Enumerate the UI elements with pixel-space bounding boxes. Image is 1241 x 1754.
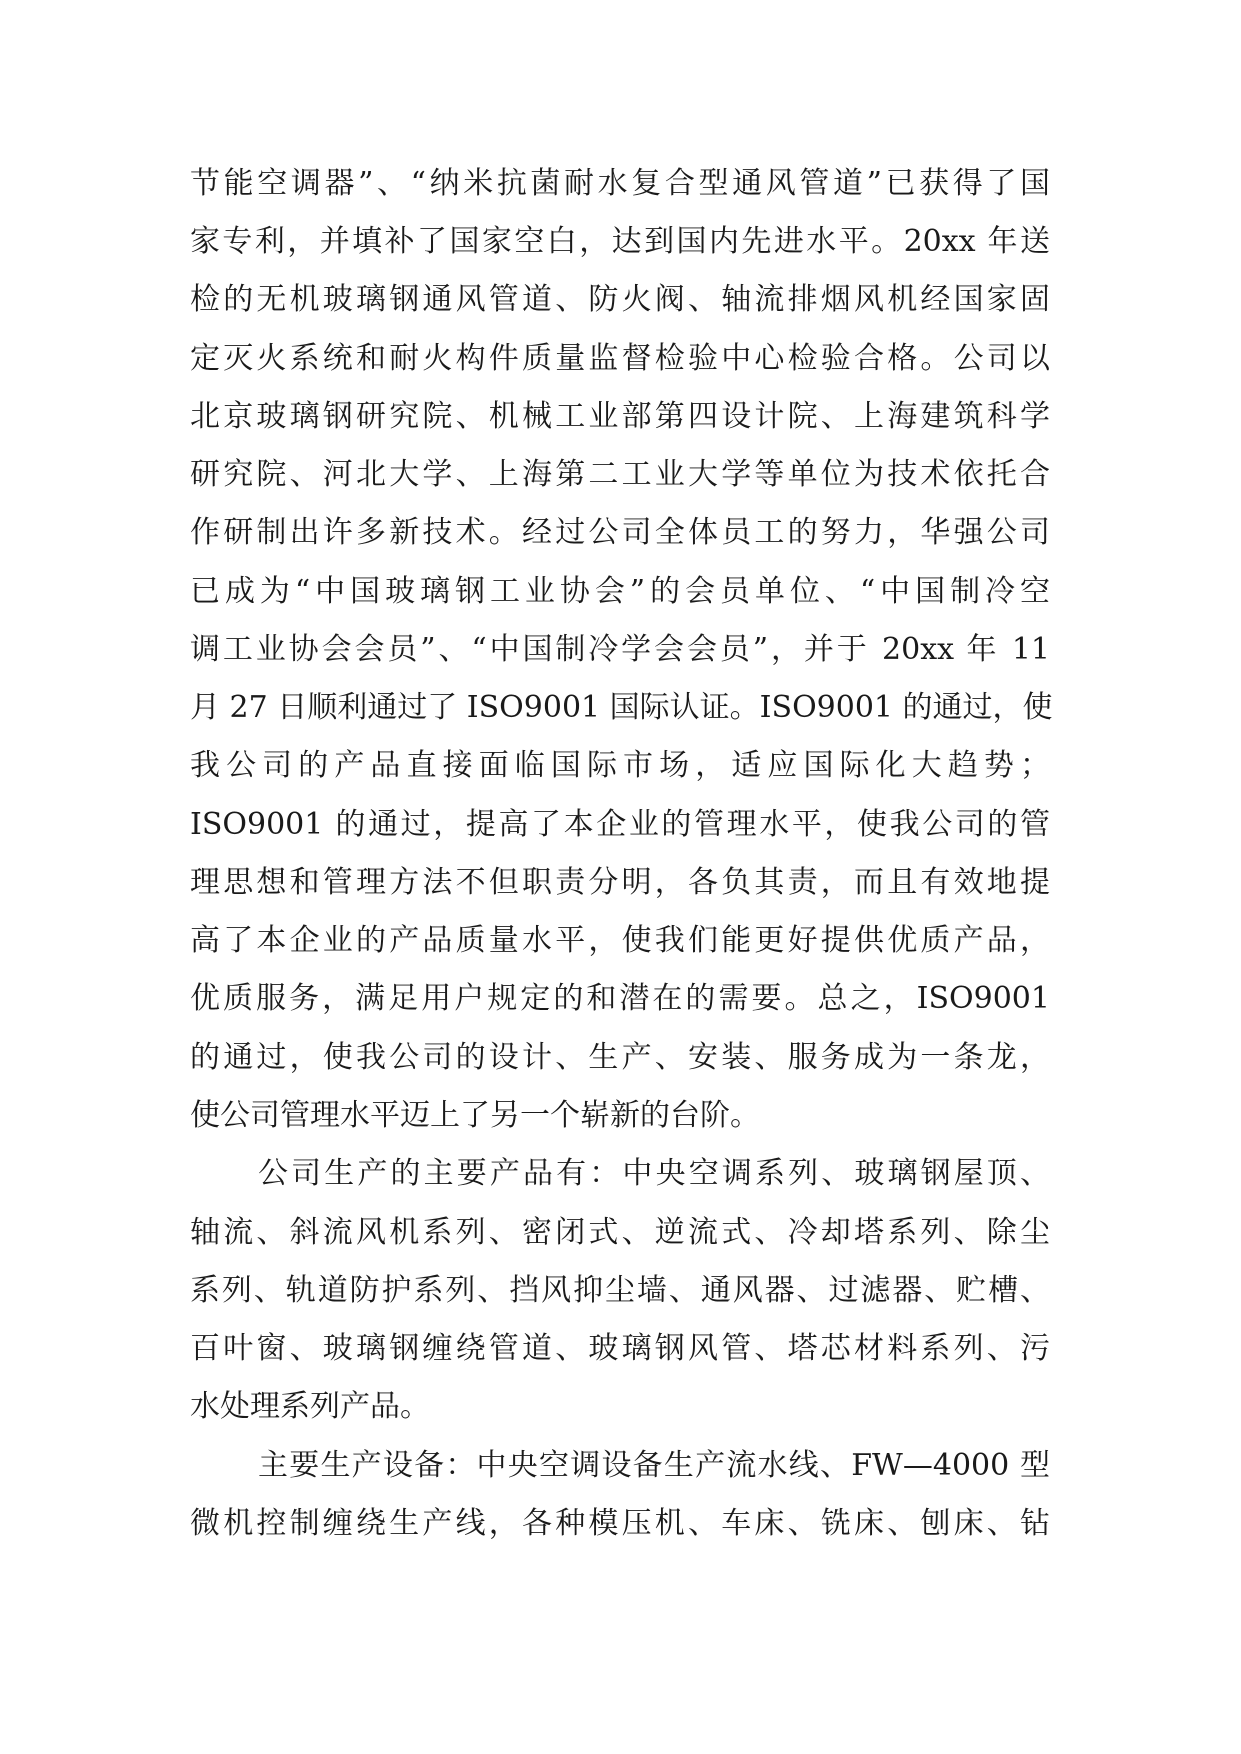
text-line: 已成为“中国玻璃钢工业协会”的会员单位、“中国制冷空 xyxy=(190,574,1050,609)
text-line: 轴流、斜流风机系列、密闭式、逆流式、冷却塔系列、除尘 xyxy=(190,1215,1050,1250)
text-line: 使公司管理水平迈上了另一个崭新的台阶。 xyxy=(190,1098,760,1133)
text-line: 检的无机玻璃钢通风管道、防火阀、轴流排烟风机经国家固 xyxy=(190,282,1050,317)
text-line: 调工业协会会员”、“中国制冷学会会员”，并于 20xx 年 11 xyxy=(190,632,1050,667)
text-line: 百叶窗、玻璃钢缠绕管道、玻璃钢风管、塔芯材料系列、污 xyxy=(190,1331,1050,1366)
text-line: 理思想和管理方法不但职责分明，各负其责，而且有效地提 xyxy=(190,865,1050,900)
text-line: 微机控制缠绕生产线，各种模压机、车床、铣床、刨床、钻 xyxy=(190,1506,1050,1541)
text-line: ISO9001 的通过，提高了本企业的管理水平，使我公司的管 xyxy=(190,807,1050,842)
text-line: 水处理系列产品。 xyxy=(190,1389,430,1424)
text-line: 家专利，并填补了国家空白，达到国内先进水平。20xx 年送 xyxy=(190,224,1050,259)
text-line: 节能空调器”、“纳米抗菌耐水复合型通风管道”已获得了国 xyxy=(190,166,1050,201)
text-line: 定灭火系统和耐火构件质量监督检验中心检验合格。公司以 xyxy=(190,341,1050,376)
paragraph-first-line: 主要生产设备：中央空调设备生产流水线、FW—4000 型 xyxy=(258,1448,1050,1483)
text-line: 北京玻璃钢研究院、机械工业部第四设计院、上海建筑科学 xyxy=(190,399,1050,434)
text-line: 优质服务，满足用户规定的和潜在的需要。总之，ISO9001 xyxy=(190,981,1050,1016)
text-line: 研究院、河北大学、上海第二工业大学等单位为技术依托合 xyxy=(190,457,1050,492)
text-line: 系列、轨道防护系列、挡风抑尘墙、通风器、过滤器、贮槽、 xyxy=(190,1273,1050,1308)
text-line: 的通过，使我公司的设计、生产、安装、服务成为一条龙， xyxy=(190,1040,1050,1075)
text-line: 作研制出许多新技术。经过公司全体员工的努力，华强公司 xyxy=(190,515,1050,550)
text-line: 高了本企业的产品质量水平，使我们能更好提供优质产品， xyxy=(190,923,1050,958)
text-line: 月 27 日顺利通过了 ISO9001 国际认证。ISO9001 的通过，使 xyxy=(190,690,1053,725)
paragraph-first-line: 公司生产的主要产品有：中央空调系列、玻璃钢屋顶、 xyxy=(258,1156,1050,1191)
text-line: 我公司的产品直接面临国际市场，适应国际化大趋势； xyxy=(190,748,1050,783)
